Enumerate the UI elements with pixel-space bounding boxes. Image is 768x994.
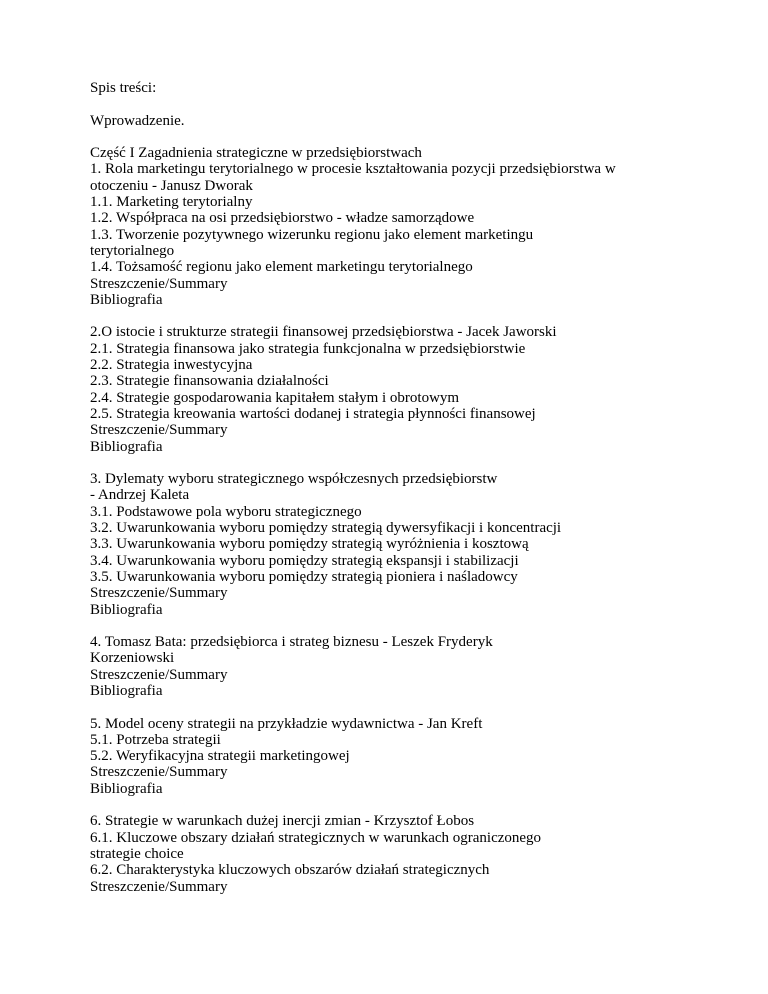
- part-1-heading: Część I Zagadnienia strategiczne w przedsiębiorstwach: [90, 145, 422, 162]
- toc-line: Streszczenie/Summary: [90, 585, 228, 602]
- toc-line: 3.5. Uwarunkowania wyboru pomiędzy strategią pioniera i naśladowcy: [90, 568, 518, 585]
- toc-line: Bibliografia: [90, 601, 163, 618]
- toc-line: 6.2. Charakterystyka kluczowych obszarów działań strategicznych: [90, 862, 490, 879]
- toc-line: 1.4. Tożsamość regionu jako element marketingu terytorialnego: [90, 259, 473, 276]
- toc-line: 3.3. Uwarunkowania wyboru pomiędzy strategią wyróżnienia i kosztową: [90, 536, 529, 553]
- introduction-text: Wprowadzenie.: [90, 112, 185, 129]
- toc-line: Bibliografia: [90, 438, 163, 455]
- toc-line: 2.O istocie i strukturze strategii finansowej przedsiębiorstwa - Jacek Jaworski: [90, 324, 557, 341]
- toc-line: 3.1. Podstawowe pola wyboru strategicznego: [90, 503, 362, 520]
- toc-title: [90, 80, 730, 96]
- toc-line: Streszczenie/Summary: [90, 275, 228, 292]
- toc-line: strategie choice: [90, 845, 184, 862]
- toc-line: 3.4. Uwarunkowania wyboru pomiędzy strategią ekspansji i stabilizacji: [90, 552, 519, 569]
- toc-line: 6.1. Kluczowe obszary działań strategicznych w warunkach ograniczonego: [90, 829, 542, 846]
- toc-line: 2.2. Strategia inwestycyjna: [90, 357, 253, 374]
- toc-line: 2.1. Strategia finansowa jako strategia funkcjonalna w przedsiębiorstwie: [90, 340, 526, 357]
- toc-line: Bibliografia: [90, 780, 163, 797]
- toc-line: 6. Strategie w warunkach dużej inercji zmian - Krzysztof Łobos: [90, 813, 475, 830]
- toc-line: terytorialnego: [90, 242, 175, 259]
- toc-line: Streszczenie/Summary: [90, 422, 228, 439]
- toc-line: otoczeniu - Janusz Dworak: [90, 177, 253, 194]
- toc-line: - Andrzej Kaleta: [90, 487, 190, 504]
- toc-line: 4. Tomasz Bata: przedsiębiorca i strateg biznesu - Leszek Fryderyk: [90, 634, 493, 651]
- toc-line: Streszczenie/Summary: [90, 878, 228, 895]
- toc-line: Streszczenie/Summary: [90, 764, 228, 781]
- toc-line: 2.5. Strategia kreowania wartości dodanej i strategia płynności finansowej: [90, 405, 536, 422]
- toc-line: 1.2. Współpraca na osi przedsiębiorstwo - władze samorządowe: [90, 210, 475, 227]
- toc-line: Korzeniowski: [90, 650, 175, 667]
- toc-line: 3. Dylematy wyboru strategicznego współczesnych przedsiębiorstw: [90, 471, 498, 488]
- chapter-2-section: [90, 324, 730, 454]
- toc-line: 1.3. Tworzenie pozytywnego wizerunku regionu jako element marketingu: [90, 226, 534, 243]
- toc-line: Bibliografia: [90, 291, 163, 308]
- toc-line: 3.2. Uwarunkowania wyboru pomiędzy strategią dywersyfikacji i koncentracji: [90, 520, 562, 537]
- chapter-6-section: [90, 813, 730, 894]
- toc-line: 1.1. Marketing terytorialny: [90, 194, 253, 211]
- part-1-section: [90, 145, 730, 308]
- document-page: [90, 80, 730, 911]
- toc-title-text: Spis treści:: [90, 80, 157, 96]
- toc-line: Streszczenie/Summary: [90, 666, 228, 683]
- toc-line: 5. Model oceny strategii na przykładzie wydawnictwa - Jan Kreft: [90, 715, 483, 732]
- toc-line: 1. Rola marketingu terytorialnego w procesie kształtowania pozycji przedsiębiorstwa w: [90, 161, 616, 178]
- toc-line: 2.3. Strategie finansowania działalności: [90, 373, 329, 390]
- toc-line: 5.1. Potrzeba strategii: [90, 731, 221, 748]
- chapter-5-section: [90, 716, 730, 797]
- toc-line: 2.4. Strategie gospodarowania kapitałem stałym i obrotowym: [90, 389, 460, 406]
- introduction-entry: [90, 113, 730, 129]
- toc-line: 5.2. Weryfikacyjna strategii marketingowej: [90, 748, 350, 765]
- chapter-3-section: [90, 471, 730, 618]
- chapter-4-section: [90, 634, 730, 699]
- toc-line: Bibliografia: [90, 682, 163, 699]
